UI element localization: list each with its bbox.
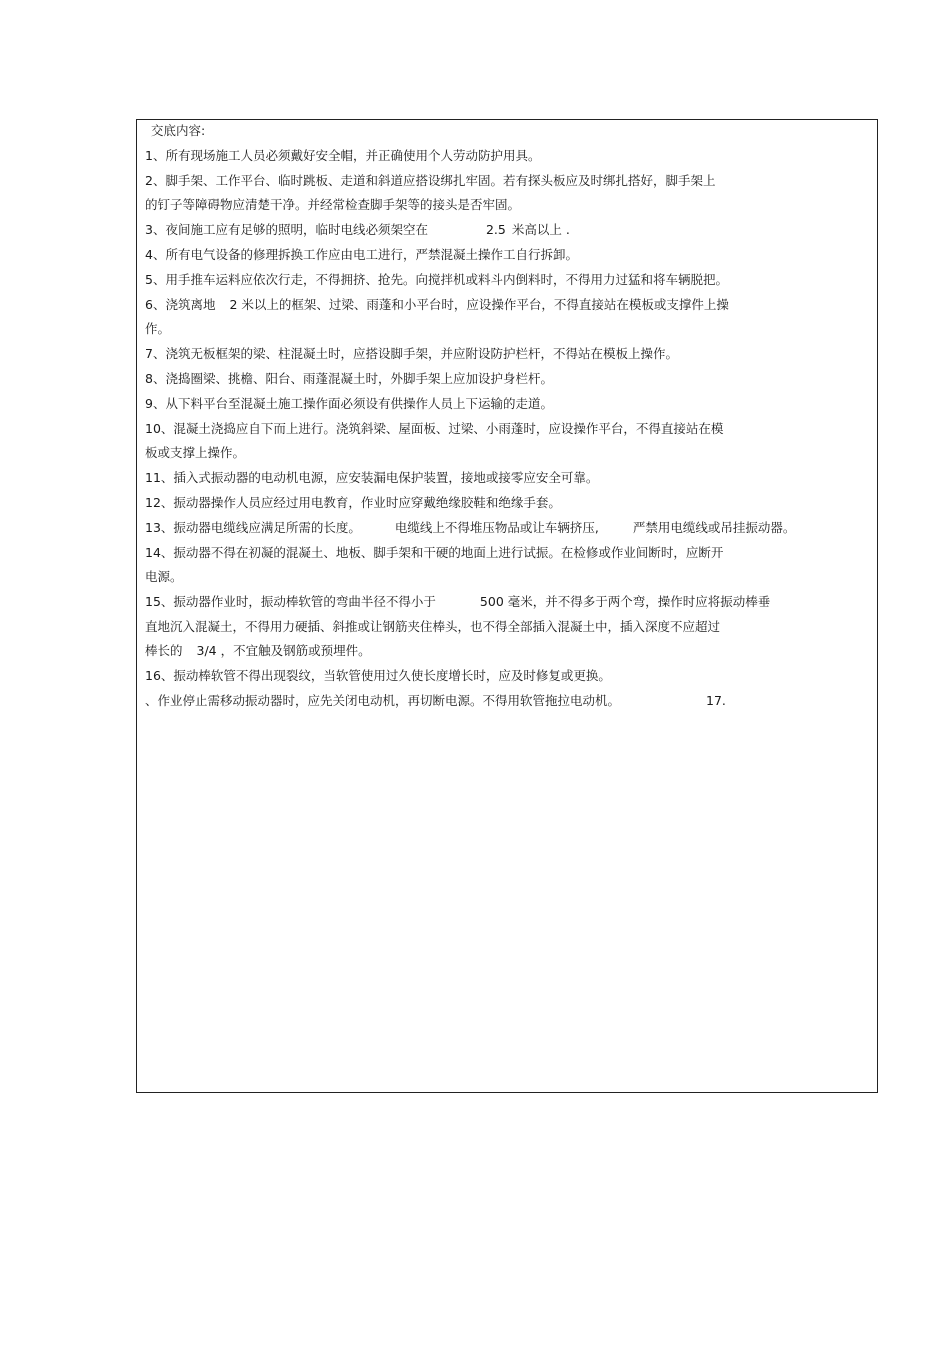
item-13-part-2: 电缆线上不得堆压物品或让车辆挤压, [394,520,599,535]
item-14-line-1: 14、振动器不得在初凝的混凝土、地板、脚手架和干硬的地面上进行试振。在检修或作业间断时，应断开 [145,545,724,560]
item-3 [145,222,570,238]
item-17 [145,693,726,709]
item-10-line-1: 10、混凝土浇捣应自下而上进行。浇筑斜梁、屋面板、过梁、小雨蓬时，应设操作平台，不得直接站在模 [145,421,724,436]
item-3-tail: 米高以上 . [511,222,570,237]
item-6-line-2: 作。 [145,321,171,336]
item-11: 11、插入式振动器的电动机电源，应安装漏电保护装置，接地或接零应安全可靠。 [145,470,599,485]
item-3-text: 3、夜间施工应有足够的照明，临时电线必须架空在 [145,222,428,237]
disclosure-content-box [136,119,878,1093]
item-17-number: 17. [706,693,726,708]
item-6-value: 2 [229,297,238,312]
item-6-tail: 米以上的框架、过梁、雨蓬和小平台时，应设操作平台，不得直接站在模板或支撑件上操 [241,297,729,312]
item-16: 16、振动棒软管不得出现裂纹，当软管使用过久使长度增长时，应及时修复或更换。 [145,668,611,683]
item-2-line-2: 的钉子等障碍物应清楚干净。并经常检查脚手架等的接头是否牢固。 [145,197,521,212]
item-2-line-1: 2、脚手架、工作平台、临时跳板、走道和斜道应搭设绑扎牢固。若有探头板应及时绑扎搭好，脚手架上 [145,173,716,188]
item-14-line-2: 电源。 [145,569,183,584]
item-15-fraction: 3/4 [196,643,217,658]
content-heading: 交底内容: [151,123,206,138]
item-13-text: 13、振动器电缆线应满足所需的长度。 [145,520,361,535]
item-6-line-1 [145,297,729,313]
item-6-text: 6、浇筑离地 [145,297,216,312]
item-15-value: 500 [479,594,504,609]
item-13-part-3: 严禁用电缆线或吊挂振动器。 [632,520,796,535]
item-15-line-3 [145,643,371,659]
item-15-text: 15、振动器作业时，振动棒软管的弯曲半径不得小于 [145,594,436,609]
item-9: 9、从下料平台至混凝土施工操作面必须设有供操作人员上下运输的走道。 [145,396,553,411]
item-15-tail-3: ，不宜触及钢筋或预埋件。 [220,643,371,658]
item-7: 7、浇筑无板框架的梁、柱混凝土时，应搭设脚手架，并应附设防护栏杆，不得站在模板上操作。 [145,346,678,361]
item-8: 8、浇捣圈梁、挑檐、阳台、雨蓬混凝土时，外脚手架上应加设护身栏杆。 [145,371,553,386]
item-4: 4、所有电气设备的修理拆换工作应由电工进行，严禁混凝土操作工自行拆卸。 [145,247,578,262]
item-15-tail: 毫米，并不得多于两个弯，操作时应将振动棒垂 [507,594,771,609]
item-17-text: 、作业停止需移动振动器时，应先关闭电动机，再切断电源。不得用软管拖拉电动机。 [145,693,621,708]
item-15-line-1 [145,594,770,610]
item-13 [145,520,795,536]
item-15-line-2: 直地沉入混凝土，不得用力硬插、斜推或让钢筋夹住棒头，也不得全部插入混凝土中，插入深度不应超过 [145,619,721,634]
item-5: 5、用手推车运料应依次行走，不得拥挤、抢先。向搅拌机或料斗内倒料时，不得用力过猛和将车辆脱把。 [145,272,728,287]
item-15-text-3: 棒长的 [145,643,183,658]
item-10-line-2: 板或支撑上操作。 [145,445,246,460]
item-3-value: 2.5 [485,222,506,237]
item-12: 12、振动器操作人员应经过用电教育，作业时应穿戴绝缘胶鞋和绝缘手套。 [145,495,561,510]
item-1: 1、所有现场施工人员必须戴好安全帽，并正确使用个人劳动防护用具。 [145,148,541,163]
